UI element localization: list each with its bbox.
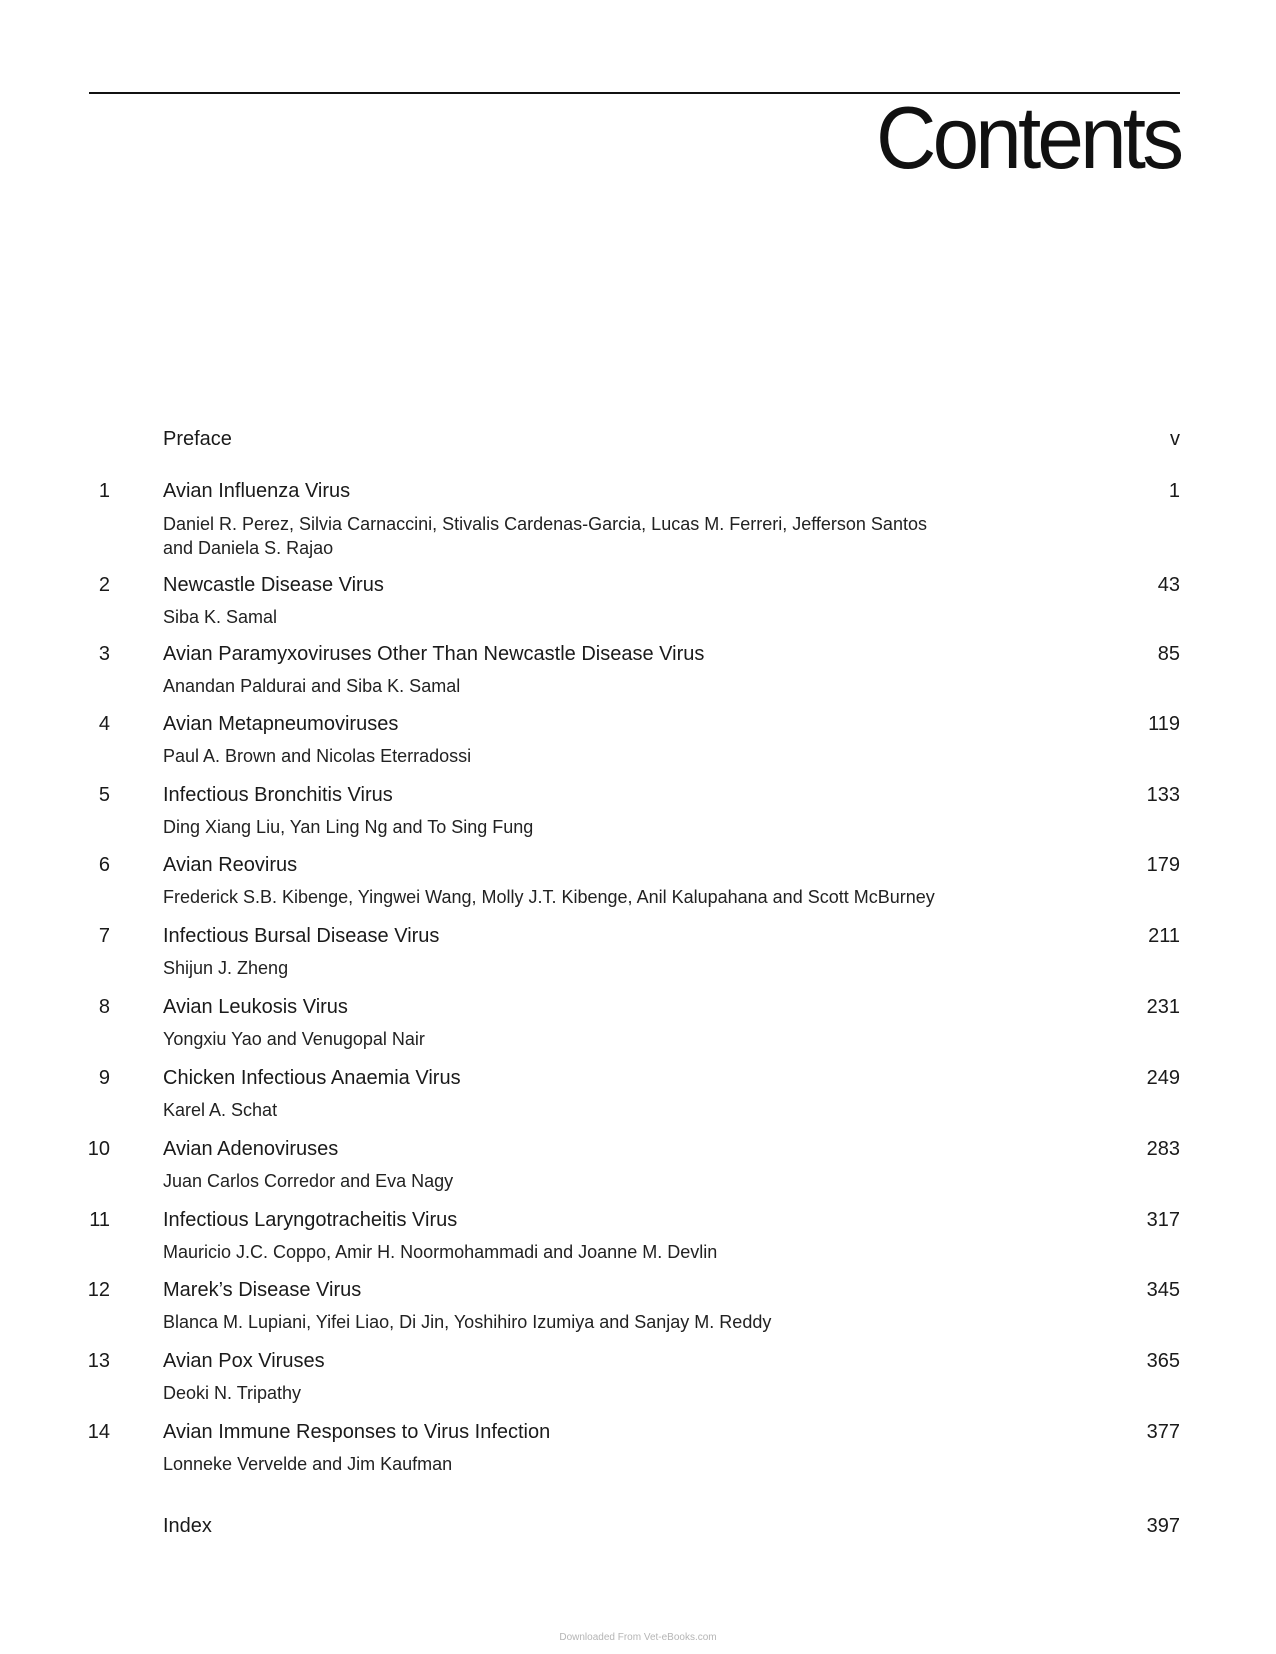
chapter-number: 13 [87, 1350, 110, 1372]
page-title: Contents [875, 88, 1180, 187]
entry-page: 345 [1146, 1279, 1180, 1301]
entry-title: Avian Immune Responses to Virus Infection [163, 1421, 551, 1443]
entry-title: Infectious Bursal Disease Virus [163, 925, 440, 947]
entry-page: 397 [1146, 1515, 1180, 1537]
entry-page: 133 [1146, 784, 1180, 806]
entry-page: 1 [1168, 480, 1180, 502]
entry-authors: Shijun J. Zheng [163, 958, 289, 978]
entry-page: 179 [1146, 854, 1180, 876]
chapter-number: 14 [87, 1421, 110, 1443]
chapter-number: 8 [98, 996, 110, 1018]
entry-page: 249 [1146, 1067, 1180, 1089]
entry-page: 211 [1148, 925, 1180, 947]
chapter-number: 7 [98, 925, 110, 947]
entry-page: 43 [1157, 574, 1180, 596]
entry-title: Chicken Infectious Anaemia Virus [163, 1067, 461, 1089]
chapter-number: 2 [98, 574, 110, 596]
entry-page: 85 [1157, 643, 1180, 665]
chapter-number: 1 [98, 480, 110, 502]
entry-authors: Paul A. Brown and Nicolas Eterradossi [163, 746, 472, 766]
entry-authors: Juan Carlos Corredor and Eva Nagy [163, 1171, 454, 1191]
entry-title: Preface [163, 428, 232, 450]
entry-page: 317 [1146, 1209, 1180, 1231]
entry-page: 231 [1146, 996, 1180, 1018]
entry-authors: Blanca M. Lupiani, Yifei Liao, Di Jin, Yoshihiro Izumiya and Sanjay M. Reddy [163, 1312, 772, 1332]
entry-authors: Ding Xiang Liu, Yan Ling Ng and To Sing Fung [163, 817, 534, 837]
entry-page: v [1170, 428, 1180, 450]
entry-authors: Lonneke Vervelde and Jim Kaufman [163, 1454, 453, 1474]
entry-title: Marek’s Disease Virus [163, 1279, 362, 1301]
entry-title: Avian Adenoviruses [163, 1138, 339, 1160]
entry-authors: Karel A. Schat [163, 1100, 278, 1120]
entry-title: Newcastle Disease Virus [163, 574, 384, 596]
chapter-number: 10 [87, 1138, 110, 1160]
entry-page: 119 [1148, 713, 1180, 735]
download-footer: Downloaded From Vet-eBooks.com [559, 1632, 717, 1643]
entry-title: Avian Leukosis Virus [163, 996, 348, 1018]
chapter-number: 11 [89, 1209, 110, 1231]
entry-authors: Siba K. Samal [163, 607, 278, 627]
entry-page: 283 [1146, 1138, 1180, 1160]
entry-page: 365 [1146, 1350, 1180, 1372]
entry-authors: Mauricio J.C. Coppo, Amir H. Noormohammadi and Joanne M. Devlin [163, 1242, 718, 1262]
entry-title: Avian Reovirus [163, 854, 298, 876]
entry-title: Infectious Laryngotracheitis Virus [163, 1209, 458, 1231]
entry-authors: Deoki N. Tripathy [163, 1383, 302, 1403]
entry-authors: Daniel R. Perez, Silvia Carnaccini, Stivalis Cardenas-Garcia, Lucas M. Ferreri, Jefferson Santos and Daniela S. Rajao [163, 514, 927, 558]
entry-title: Avian Pox Viruses [163, 1350, 325, 1372]
entry-title: Avian Influenza Virus [163, 480, 351, 502]
chapter-number: 12 [87, 1279, 110, 1301]
entry-title: Index [163, 1515, 212, 1537]
chapter-number: 6 [98, 854, 110, 876]
entry-page: 377 [1146, 1421, 1180, 1443]
entry-authors: Yongxiu Yao and Venugopal Nair [163, 1029, 425, 1049]
chapter-number: 9 [98, 1067, 110, 1089]
entry-title: Avian Metapneumoviruses [163, 713, 399, 735]
chapter-number: 3 [98, 643, 110, 665]
entry-title: Infectious Bronchitis Virus [163, 784, 393, 806]
entry-authors: Frederick S.B. Kibenge, Yingwei Wang, Molly J.T. Kibenge, Anil Kalupahana and Scott McBurney [163, 887, 935, 907]
chapter-number: 4 [98, 713, 110, 735]
entry-authors: Anandan Paldurai and Siba K. Samal [163, 676, 461, 696]
entry-title: Avian Paramyxoviruses Other Than Newcastle Disease Virus [163, 643, 705, 665]
chapter-number: 5 [98, 784, 110, 806]
